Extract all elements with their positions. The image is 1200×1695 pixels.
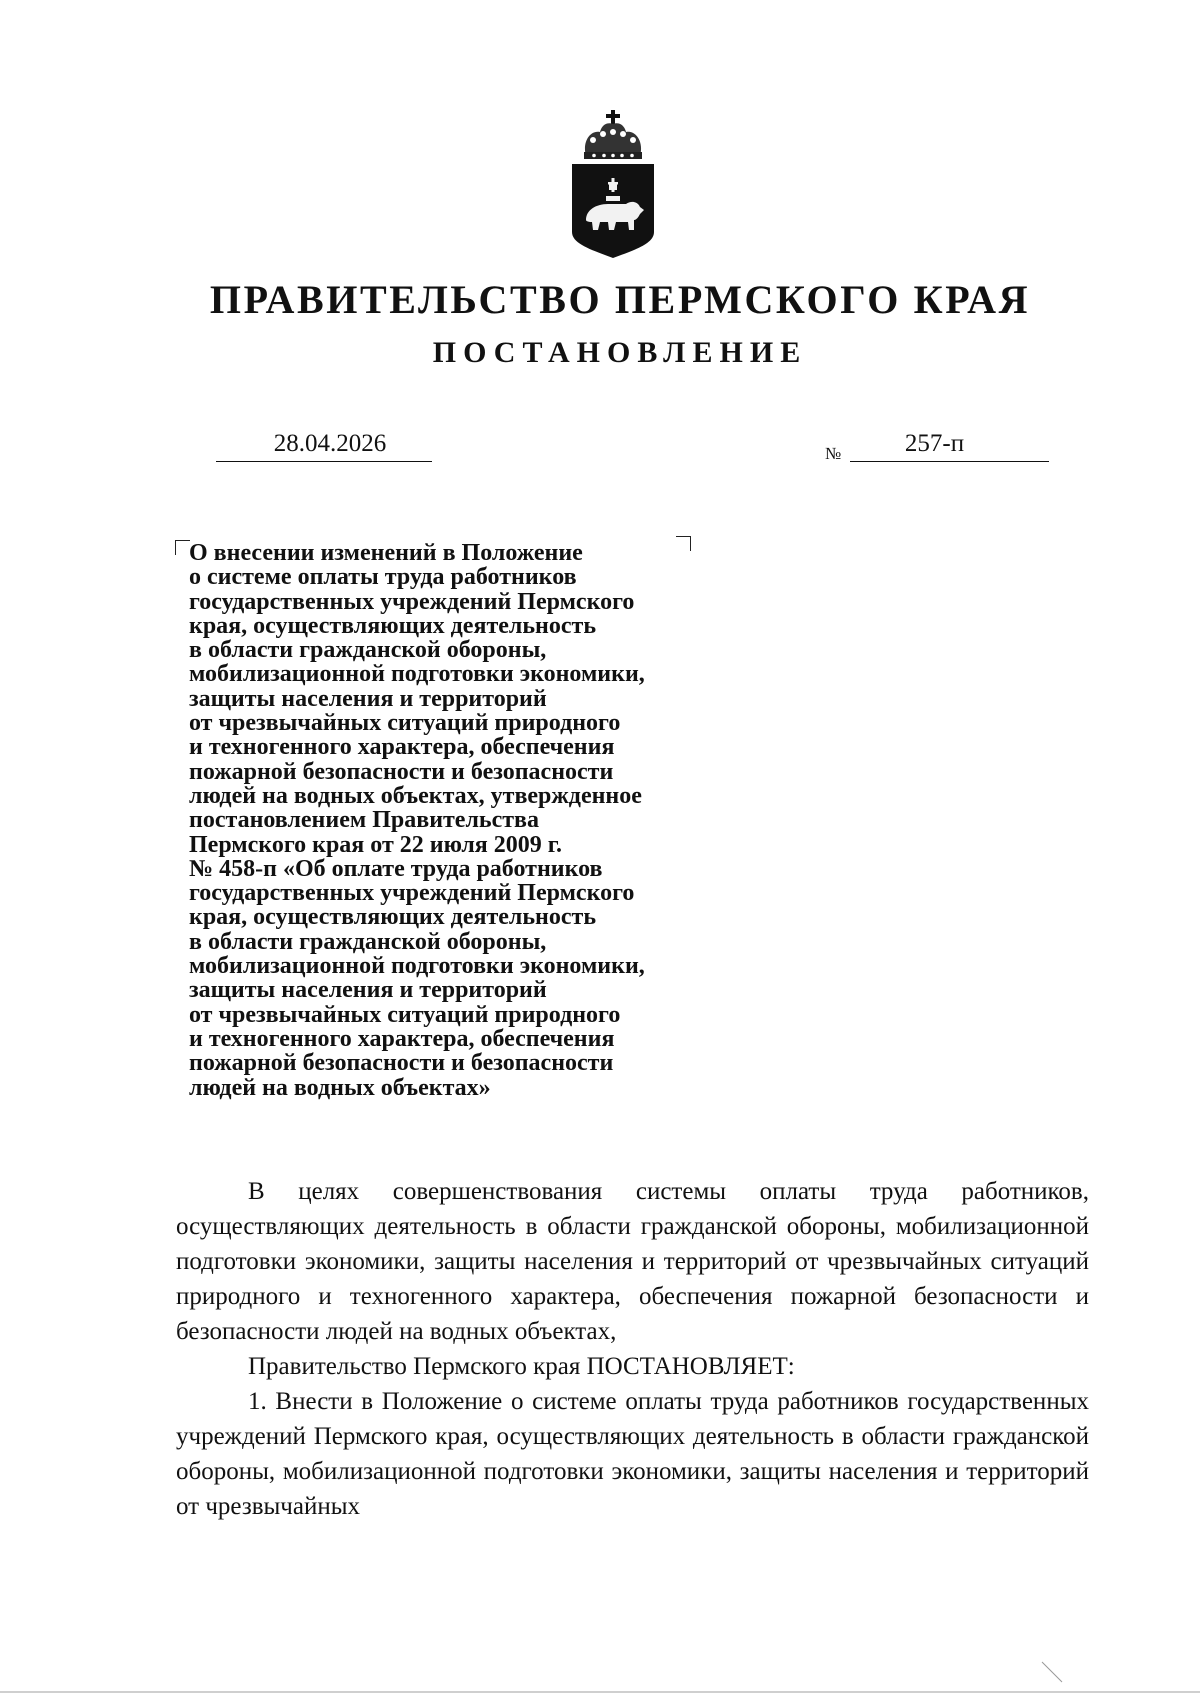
subject-line: постановлением Правительства [189, 807, 540, 834]
number-sign-label: № [825, 444, 842, 463]
scan-artifact-mark [1040, 1660, 1064, 1684]
perm-krai-coat-of-arms-icon [568, 108, 658, 260]
subject-line: О внесении изменений в Положение [189, 540, 583, 566]
subject-line: о системе оплаты труда работников [189, 564, 577, 591]
scan-edge-line [0, 1691, 1200, 1693]
subject-line: № 458-п «Об оплате труда работников [189, 855, 603, 882]
preamble-paragraph: В целях совершенствования системы оплаты труда работников, осуществляющих деятельность в области гражданской обороны, мобилизационной подготовки экономики, защиты населения и территорий от чрезвычайных ситуаций природного и техногенного характера, обеспечения пожарной безопасности и безопасности людей на водных объектах, [176, 1178, 1089, 1345]
document-body [176, 1174, 1089, 1524]
subject-line: защиты населения и территорий [189, 685, 547, 712]
subject-line: в области гражданской обороны, [189, 928, 547, 955]
resolution-statement: Правительство Пермского края ПОСТАНОВЛЯЕТ: [248, 1353, 795, 1380]
subject-line: от чрезвычайных ситуаций природного [189, 710, 621, 737]
subject-line: людей на водных объектах, утвержденное [189, 782, 642, 809]
subject-line: пожарной безопасности и безопасности [189, 1050, 614, 1077]
subject-line: людей на водных объектах» [189, 1074, 491, 1101]
subject-line: мобилизационной подготовки экономики, [189, 661, 645, 688]
item-1-paragraph: 1. Внести в Положение о системе оплаты труда работников государственных учреждений Пермского края, осуществляющих деятельность в области гражданской обороны, мобилизационной подготовки экономики, защиты населения и территорий от чрезвычайных [176, 1388, 1089, 1520]
subject-line: защиты населения и территорий [189, 977, 547, 1004]
subject-line: и техногенного характера, обеспечения [189, 1025, 615, 1052]
organization-title: ПРАВИТЕЛЬСТВО ПЕРМСКОГО КРАЯ [209, 277, 1031, 322]
subject-line: края, осуществляющих деятельность [189, 904, 597, 931]
subject-line: и техногенного характера, обеспечения [189, 734, 615, 761]
subject-line: от чрезвычайных ситуаций природного [189, 1001, 621, 1028]
subject-line: Пермского края от 22 июля 2009 г. [189, 831, 562, 858]
subject-line: края, осуществляющих деятельность [189, 612, 597, 639]
subject-line: государственных учреждений Пермского [189, 588, 635, 615]
document-date: 28.04.2026 [216, 427, 432, 462]
subject-line: в области гражданской обороны, [189, 637, 547, 664]
document-number: 257-п [850, 427, 1049, 462]
document-type-heading: ПОСТАНОВЛЕНИЕ [432, 336, 808, 369]
subject-line: пожарной безопасности и безопасности [189, 758, 614, 785]
document-subject [189, 541, 749, 1100]
subject-line: государственных учреждений Пермского [189, 880, 635, 907]
subject-line: мобилизационной подготовки экономики, [189, 953, 645, 980]
subject-bracket-left [175, 540, 190, 555]
